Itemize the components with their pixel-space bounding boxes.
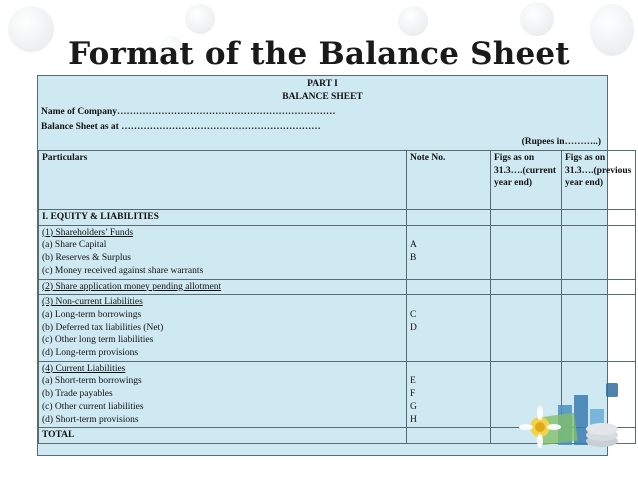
list-item: (c) Other long term liabilities — [42, 335, 154, 346]
money-chart-illustration-icon — [510, 375, 620, 455]
col-header-previous-year: Figs as on 31.3….(previous year end) — [562, 151, 636, 210]
shareholders-funds-heading: (1) Shareholders’ Funds — [42, 227, 134, 238]
list-item: (b) Trade payables — [42, 389, 113, 400]
note-ref: G — [410, 401, 417, 412]
list-item: (c) Other current liabilities — [42, 401, 144, 412]
decorative-bubble — [398, 6, 428, 36]
note-ref: F — [410, 389, 416, 400]
list-item: (a) Long-term borrowings — [42, 309, 142, 320]
list-item: (a) Short-term borrowings — [42, 376, 142, 387]
current-liabilities-heading: (4) Current Liabilities — [42, 363, 126, 374]
col-header-particulars: Particulars — [39, 151, 407, 210]
col-header-current-year: Figs as on 31.3….(current year end) — [491, 151, 562, 210]
sheet-heading: BALANCE SHEET — [282, 92, 363, 102]
list-item: (b) Reserves & Surplus — [42, 253, 131, 264]
table-row — [39, 210, 636, 226]
decorative-bubble — [185, 4, 215, 34]
note-ref: H — [410, 414, 417, 425]
non-current-liabilities-heading: (3) Non-current Liabilities — [42, 297, 143, 308]
table-row — [39, 279, 636, 295]
note-ref: C — [410, 309, 417, 320]
decorative-bubble — [520, 2, 554, 36]
list-item: (b) Deferred tax liabilities (Net) — [42, 322, 164, 333]
list-item: (a) Share Capital — [42, 240, 107, 251]
table-header-row — [39, 151, 636, 210]
list-item: (c) Money received against share warrants — [42, 265, 204, 276]
note-ref: D — [410, 322, 417, 333]
equity-liabilities-heading: I. EQUITY & LIABILITIES — [39, 210, 407, 226]
company-name-line: Name of Company…………………………………………………………… — [41, 107, 336, 117]
total-label: TOTAL — [39, 428, 407, 444]
slide-title: Format of the Balance Sheet — [68, 36, 570, 72]
rupees-unit-label: (Rupees in………..) — [521, 137, 601, 147]
table-row — [39, 225, 636, 279]
col-header-note: Note No. — [407, 151, 491, 210]
note-ref: E — [410, 376, 416, 387]
share-application-heading: (2) Share application money pending allotment — [39, 279, 407, 295]
list-item: (d) Long-term provisions — [42, 348, 139, 359]
part-heading: PART I — [307, 79, 338, 89]
note-ref: B — [410, 253, 417, 264]
balance-date-line: Balance Sheet as at ……………………………………………………… — [41, 122, 321, 132]
list-item: (d) Short-term provisions — [42, 414, 139, 425]
note-ref: A — [410, 240, 417, 251]
table-row — [39, 295, 636, 362]
